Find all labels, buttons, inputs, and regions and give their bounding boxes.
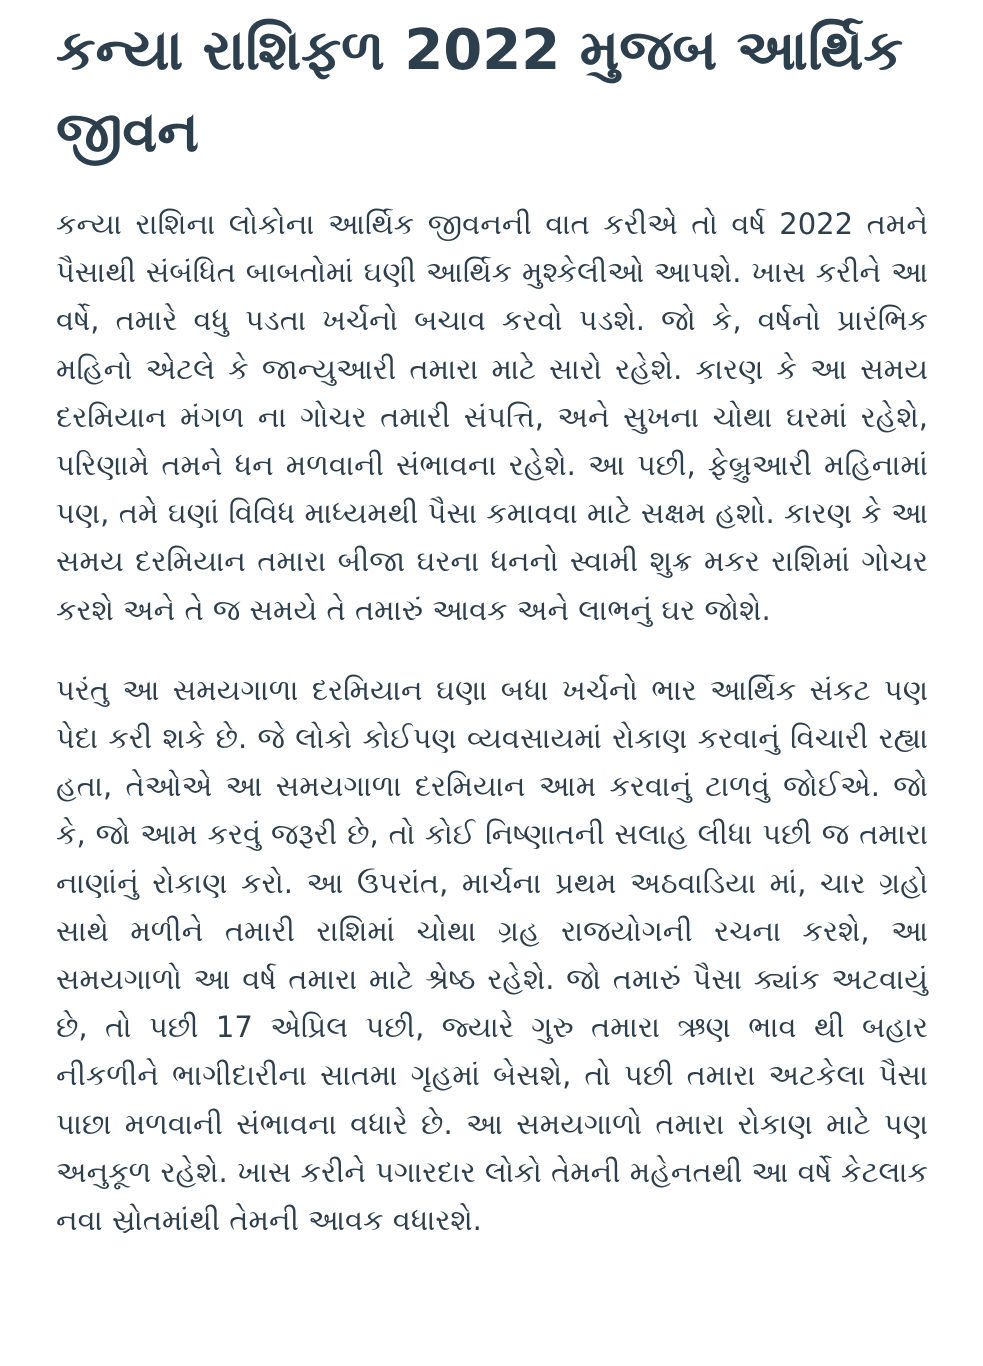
article-title: કન્યા રાશિફળ 2022 મુજબ આર્થિક જીવન: [56, 18, 904, 165]
article-paragraph-2: પરંતુ આ સમયગાળા દરમિયાન ઘણા બધા ખર્ચનો ભાર આર્થિક સંકટ પણ પેદા કરી શકે છે. જે લોકો કોઈપણ વ્યવસાયમાં રોકાણ કરવાનું વિચારી રહ્યા હતા, તેઓએ આ સમયગાળા દરમિયાન આમ કરવાનું ટાળવું જોઈએ. જો કે, જો આમ કરવું જરૂરી છે, તો કોઈ નિષ્ણાતની સલાહ લીધા પછી જ તમારા નાણાંનું રોકાણ કરો. આ ઉપરાંત, માર્ચના પ્રથમ અઠવાડિયા માં, ચાર ગ્રહો સાથે મળીને તમારી રાશિમાં ચોથા ગ્રહ રાજયોગની રચના કરશે, આ સમયગાળો આ વર્ષ તમારા માટે શ્રેષ્ઠ રહેશે. જો તમારું પૈસા ક્યાંક અટવાયું છે, તો પછી 17 એપ્રિલ પછી, જ્યારે ગુરુ તમારા ઋણ ભાવ થી બહાર નીકળીને ભાગીદારીના સાતમા ગૃહમાં બેસશે, તો પછી તમારા અટકેલા પૈસા પાછા મળવાની સંભાવના વધારે છે. આ સમયગાળો તમારા રોકાણ માટે પણ અનુકૂળ રહેશે. ખાસ કરીને પગારદાર લોકો તેમની મહેનતથી આ વર્ષે કેટલાક નવા સ્રોતમાંથી તેમની આવક વધારશે.: [56, 672, 928, 1238]
article: [56, 10, 928, 1276]
article-paragraph-1: કન્યા રાશિના લોકોના આર્થિક જીવનની વાત કરીએ તો વર્ષ 2022 તમને પૈસાથી સંબંધિત બાબતોમાં ઘણી આર્થિક મુશ્કેલીઓ આપશે. ખાસ કરીને આ વર્ષે, તમારે વધુ પડતા ખર્ચનો બચાવ કરવો પડશે. જો કે, વર્ષનો પ્રારંભિક મહિનો એટલે કે જાન્યુઆરી તમારા માટે સારો રહેશે. કારણ કે આ સમય દરમિયાન મંગળ ના ગોચર તમારી સંપત્તિ, અને સુખના ચોથા ઘરમાં રહેશે, પરિણામે તમને ધન મળવાની સંભાવના રહેશે. આ પછી, ફેબ્રુઆરી મહિનામાં પણ, તમે ઘણાં વિવિધ માધ્યમથી પૈસા કમાવવા માટે સક્ષમ હશો. કારણ કે આ સમય દરમિયાન તમારા બીજા ઘરના ધનનો સ્વામી શુક્ર મકર રાશિમાં ગોચર કરશે અને તે જ સમયે તે તમારું આવક અને લાભનું ઘર જોશે.: [56, 207, 928, 627]
